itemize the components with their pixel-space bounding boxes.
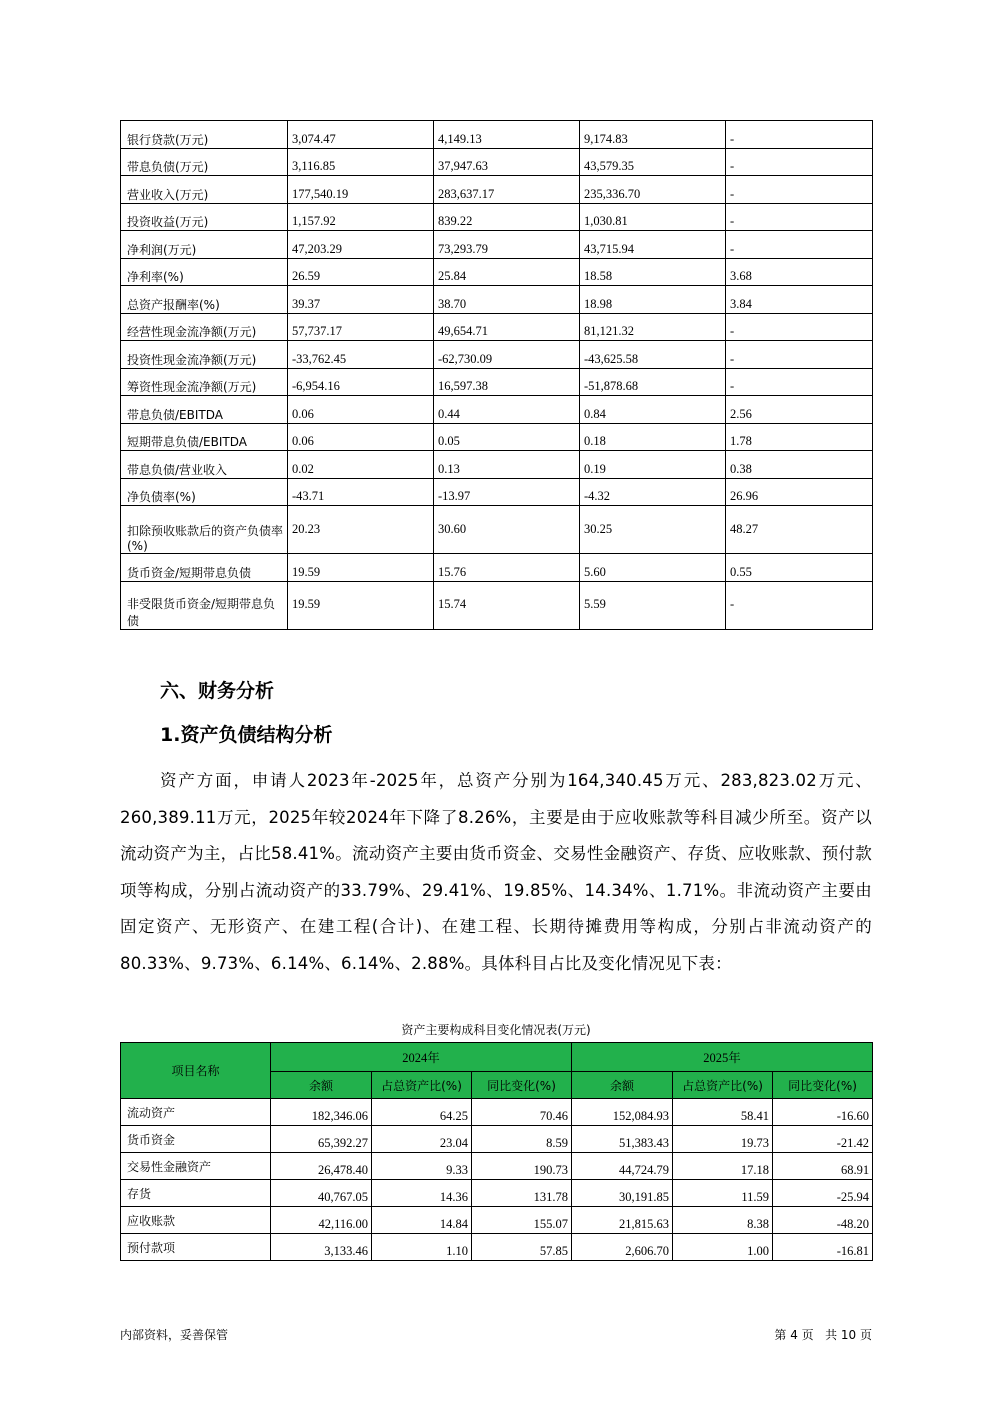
metric-value: 0.06 xyxy=(288,423,434,451)
asset-composition-table xyxy=(120,1042,873,1261)
metric-value: 15.74 xyxy=(434,581,580,629)
metric-value: 20.23 xyxy=(288,506,434,554)
header-balance: 余额 xyxy=(572,1072,673,1099)
table-caption: 资产主要构成科目变化情况表(万元) xyxy=(401,1023,591,1037)
item-value: 14.84 xyxy=(372,1207,472,1234)
metric-value: 19.59 xyxy=(288,554,434,582)
item-value: 1.10 xyxy=(372,1234,472,1261)
header-year-2024: 2024年 xyxy=(271,1043,572,1072)
metric-value: 30.60 xyxy=(434,506,580,554)
metric-value: 49,654.71 xyxy=(434,313,580,341)
table-row xyxy=(121,1126,873,1153)
metric-value: 37,947.63 xyxy=(434,148,580,176)
metric-value: 3.84 xyxy=(726,286,873,314)
item-value: 65,392.27 xyxy=(271,1126,372,1153)
metric-value: 235,336.70 xyxy=(580,176,726,204)
table-row xyxy=(121,176,873,204)
metric-value: 283,637.17 xyxy=(434,176,580,204)
table-row xyxy=(121,554,873,582)
metric-value: -43,625.58 xyxy=(580,341,726,369)
item-value: -48.20 xyxy=(773,1207,873,1234)
table-row xyxy=(121,506,873,554)
metric-value: 0.55 xyxy=(726,554,873,582)
metric-value: 73,293.79 xyxy=(434,231,580,259)
item-value: 68.91 xyxy=(773,1153,873,1180)
table-row xyxy=(121,313,873,341)
metric-value: 0.19 xyxy=(580,451,726,479)
metric-value: 839.22 xyxy=(434,203,580,231)
metric-label: 净利润(万元) xyxy=(121,231,288,259)
metric-value: -4.32 xyxy=(580,478,726,506)
metric-value: - xyxy=(726,203,873,231)
metric-value: 26.59 xyxy=(288,258,434,286)
item-value: 58.41 xyxy=(673,1099,773,1126)
item-value: 155.07 xyxy=(472,1207,572,1234)
item-value: 19.73 xyxy=(673,1126,773,1153)
metric-value: 16,597.38 xyxy=(434,368,580,396)
metric-value: - xyxy=(726,176,873,204)
metric-value: 26.96 xyxy=(726,478,873,506)
item-label: 存货 xyxy=(121,1180,271,1207)
table-row xyxy=(121,148,873,176)
metric-value: 48.27 xyxy=(726,506,873,554)
table-row xyxy=(121,203,873,231)
subsection-title: 1.资产负债结构分析 xyxy=(160,724,333,746)
metric-value: - xyxy=(726,231,873,259)
item-value: 21,815.63 xyxy=(572,1207,673,1234)
metric-value: - xyxy=(726,341,873,369)
footer-confidential-note: 内部资料，妥善保管 xyxy=(120,1328,229,1342)
metric-label: 银行贷款(万元) xyxy=(121,121,288,149)
item-value: 131.78 xyxy=(472,1180,572,1207)
metric-label: 非受限货币资金/短期带息负债 xyxy=(121,581,288,629)
item-value: 42,116.00 xyxy=(271,1207,372,1234)
metric-value: 47,203.29 xyxy=(288,231,434,259)
metric-value: 30.25 xyxy=(580,506,726,554)
metric-value: 1,157.92 xyxy=(288,203,434,231)
item-value: 11.59 xyxy=(673,1180,773,1207)
metric-label: 净负债率(%) xyxy=(121,478,288,506)
item-value: -16.81 xyxy=(773,1234,873,1261)
metric-value: - xyxy=(726,148,873,176)
metric-value: 3,074.47 xyxy=(288,121,434,149)
table-row xyxy=(121,451,873,479)
table-row xyxy=(121,1180,873,1207)
item-value: -25.94 xyxy=(773,1180,873,1207)
item-value: 152,084.93 xyxy=(572,1099,673,1126)
metric-value: 15.76 xyxy=(434,554,580,582)
table-row xyxy=(121,231,873,259)
metric-value: 3,116.85 xyxy=(288,148,434,176)
metric-label: 货币资金/短期带息负债 xyxy=(121,554,288,582)
metric-value: 39.37 xyxy=(288,286,434,314)
metric-value: 43,579.35 xyxy=(580,148,726,176)
item-value: 182,346.06 xyxy=(271,1099,372,1126)
item-value: 3,133.46 xyxy=(271,1234,372,1261)
table-row xyxy=(121,1207,873,1234)
metric-value: 0.44 xyxy=(434,396,580,424)
item-value: 64.25 xyxy=(372,1099,472,1126)
table-row xyxy=(121,341,873,369)
metric-value: -43.71 xyxy=(288,478,434,506)
metric-value: 177,540.19 xyxy=(288,176,434,204)
item-value: 8.38 xyxy=(673,1207,773,1234)
table-row xyxy=(121,258,873,286)
table-row xyxy=(121,581,873,629)
header-share: 占总资产比(%) xyxy=(673,1072,773,1099)
metric-value: 0.38 xyxy=(726,451,873,479)
metric-value: 3.68 xyxy=(726,258,873,286)
metric-label: 带息负债/营业收入 xyxy=(121,451,288,479)
table-row xyxy=(121,286,873,314)
table-row xyxy=(121,1153,873,1180)
metric-value: 0.18 xyxy=(580,423,726,451)
financial-metrics-table xyxy=(120,120,873,630)
metric-value: 0.13 xyxy=(434,451,580,479)
table-row xyxy=(121,121,873,149)
footer-page-number: 第 4 页 共 10 页 xyxy=(774,1328,872,1342)
metric-value: 0.02 xyxy=(288,451,434,479)
item-value: 8.59 xyxy=(472,1126,572,1153)
header-balance: 余额 xyxy=(271,1072,372,1099)
metric-value: 81,121.32 xyxy=(580,313,726,341)
table-row xyxy=(121,1099,873,1126)
metric-label: 营业收入(万元) xyxy=(121,176,288,204)
table-row xyxy=(121,478,873,506)
metric-value: 5.59 xyxy=(580,581,726,629)
analysis-paragraph: 资产方面，申请人2023年-2025年，总资产分别为164,340.45万元、283,823.02万元、260,389.11万元，2025年较2024年下降了8.26%，主要是由于应收账款等科目减少所至。资产以流动资产为主，占比58.41%。流动资产主要由货币资金、交易性金融资产、存货、应收账款、预付款项等构成，分别占流动资产的33.79%、29.41%、19.85%、14.34%、1.71%。非流动资产主要由固定资产、无形资产、在建工程(合计)、在建工程、长期待摊费用等构成，分别占非流动资产的80.33%、9.73%、6.14%、6.14%、2.88%。具体科目占比及变化情况见下表： xyxy=(120,771,872,973)
metric-value: 57,737.17 xyxy=(288,313,434,341)
metric-value: -51,878.68 xyxy=(580,368,726,396)
metric-value: -13.97 xyxy=(434,478,580,506)
header-year-2025: 2025年 xyxy=(572,1043,873,1072)
item-value: -16.60 xyxy=(773,1099,873,1126)
metric-value: 19.59 xyxy=(288,581,434,629)
header-item-name: 项目名称 xyxy=(121,1043,271,1099)
header-share: 占总资产比(%) xyxy=(372,1072,472,1099)
metric-value: 0.06 xyxy=(288,396,434,424)
item-label: 预付款项 xyxy=(121,1234,271,1261)
item-value: 17.18 xyxy=(673,1153,773,1180)
metric-value: - xyxy=(726,121,873,149)
metric-value: 2.56 xyxy=(726,396,873,424)
item-value: 44,724.79 xyxy=(572,1153,673,1180)
table-row xyxy=(121,423,873,451)
metric-label: 投资收益(万元) xyxy=(121,203,288,231)
metric-label: 经营性现金流净额(万元) xyxy=(121,313,288,341)
metric-label: 投资性现金流净额(万元) xyxy=(121,341,288,369)
metric-label: 扣除预收账款后的资产负债率(%) xyxy=(121,506,288,554)
metric-value: 4,149.13 xyxy=(434,121,580,149)
metric-value: 9,174.83 xyxy=(580,121,726,149)
item-value: 14.36 xyxy=(372,1180,472,1207)
item-label: 交易性金融资产 xyxy=(121,1153,271,1180)
metric-label: 筹资性现金流净额(万元) xyxy=(121,368,288,396)
item-value: -21.42 xyxy=(773,1126,873,1153)
table-row xyxy=(121,396,873,424)
metric-value: 18.58 xyxy=(580,258,726,286)
table-row xyxy=(121,368,873,396)
table-row xyxy=(121,1234,873,1261)
item-value: 57.85 xyxy=(472,1234,572,1261)
metric-label: 总资产报酬率(%) xyxy=(121,286,288,314)
item-value: 23.04 xyxy=(372,1126,472,1153)
metric-value: -62,730.09 xyxy=(434,341,580,369)
item-value: 70.46 xyxy=(472,1099,572,1126)
metric-value: 43,715.94 xyxy=(580,231,726,259)
metric-value: - xyxy=(726,313,873,341)
metric-value: 0.84 xyxy=(580,396,726,424)
section-title: 六、财务分析 xyxy=(160,680,275,702)
metric-value: -33,762.45 xyxy=(288,341,434,369)
metric-value: - xyxy=(726,368,873,396)
item-value: 40,767.05 xyxy=(271,1180,372,1207)
metric-label: 净利率(%) xyxy=(121,258,288,286)
header-change: 同比变化(%) xyxy=(773,1072,873,1099)
item-value: 51,383.43 xyxy=(572,1126,673,1153)
metric-label: 带息负债(万元) xyxy=(121,148,288,176)
metric-value: - xyxy=(726,581,873,629)
header-change: 同比变化(%) xyxy=(472,1072,572,1099)
metric-value: 18.98 xyxy=(580,286,726,314)
metric-value: 1.78 xyxy=(726,423,873,451)
metric-value: -6,954.16 xyxy=(288,368,434,396)
metric-label: 短期带息负债/EBITDA xyxy=(121,423,288,451)
metric-value: 1,030.81 xyxy=(580,203,726,231)
item-value: 30,191.85 xyxy=(572,1180,673,1207)
item-label: 应收账款 xyxy=(121,1207,271,1234)
item-value: 1.00 xyxy=(673,1234,773,1261)
item-value: 26,478.40 xyxy=(271,1153,372,1180)
item-value: 2,606.70 xyxy=(572,1234,673,1261)
metric-value: 25.84 xyxy=(434,258,580,286)
item-value: 190.73 xyxy=(472,1153,572,1180)
item-label: 流动资产 xyxy=(121,1099,271,1126)
metric-value: 0.05 xyxy=(434,423,580,451)
item-value: 9.33 xyxy=(372,1153,472,1180)
metric-value: 5.60 xyxy=(580,554,726,582)
metric-label: 带息负债/EBITDA xyxy=(121,396,288,424)
metric-value: 38.70 xyxy=(434,286,580,314)
item-label: 货币资金 xyxy=(121,1126,271,1153)
